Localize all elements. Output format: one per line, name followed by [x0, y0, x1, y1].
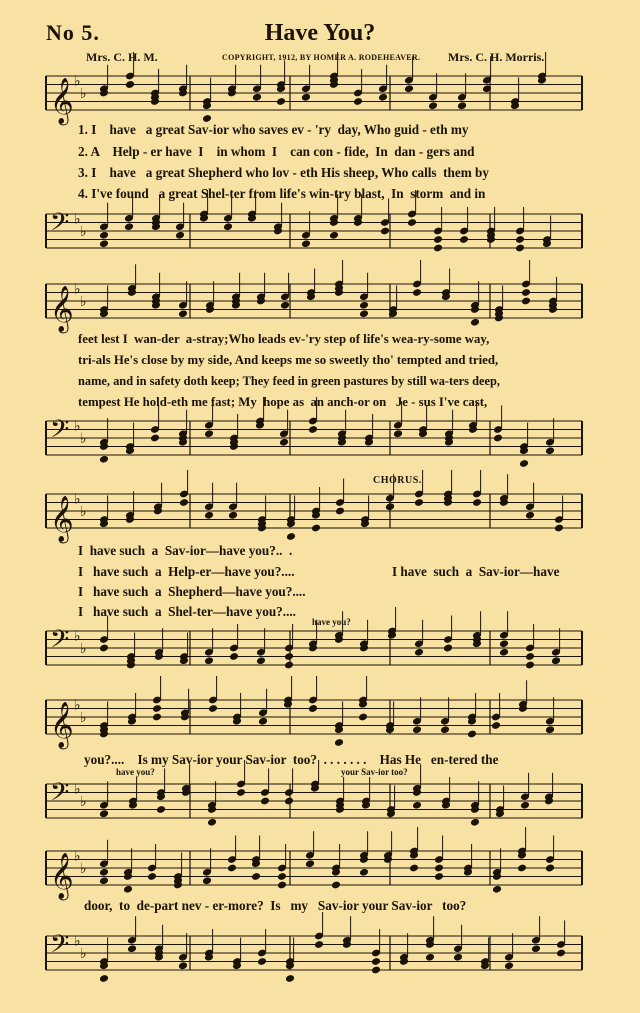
note-head — [525, 661, 535, 670]
note-head — [277, 872, 287, 881]
note-head — [256, 656, 266, 665]
staff-s5-bass — [40, 930, 590, 980]
flat-icon: ♭ — [74, 281, 81, 298]
note-head — [335, 507, 345, 516]
flat-icon: ♭ — [80, 504, 87, 520]
copyright-notice: COPYRIGHT, 1912, BY HOMER A. RODEHEAVER. — [222, 53, 421, 62]
note-head — [124, 222, 134, 231]
treble-clef-icon: 𝄞 — [50, 496, 74, 542]
note-head — [331, 881, 341, 890]
note-head — [251, 872, 261, 881]
note-head — [279, 438, 289, 447]
note-head — [545, 446, 555, 455]
note-head — [284, 652, 294, 661]
note-head — [378, 93, 388, 102]
note-head — [150, 434, 160, 443]
note-head — [99, 231, 109, 240]
flat-icon: ♭ — [74, 781, 81, 798]
note-head — [223, 222, 233, 231]
note-head — [393, 429, 403, 438]
lyric-line: 2. A Help - er have I in whom I can con - fide, In dan - gers and — [78, 144, 475, 159]
note-head — [425, 953, 435, 962]
note-head — [472, 498, 482, 507]
chorus-lyric: I have such a Sav-ior—have — [392, 564, 560, 579]
flat-icon: ♭ — [74, 697, 81, 714]
flat-icon: ♭ — [80, 86, 87, 102]
lyric-line: tri-als He's close by my side, And keeps me so sweetly tho' tempted and tried, — [78, 353, 499, 367]
note-head — [334, 738, 344, 747]
note-head — [99, 974, 109, 983]
lyric-line: tempest He hold-eth me fast; My hope as an anch-or on Je - sus I've cast, — [78, 395, 488, 409]
note-head — [127, 944, 137, 953]
note-head — [99, 876, 109, 885]
note-head — [556, 949, 566, 958]
note-head — [284, 661, 294, 670]
flat-icon: ♭ — [74, 491, 81, 508]
note-head — [412, 801, 422, 810]
staff-s2-treble — [40, 278, 590, 332]
flat-icon: ♭ — [80, 794, 87, 810]
note-head — [152, 713, 162, 722]
note-head — [515, 244, 525, 253]
note-head — [385, 502, 395, 511]
note-head — [178, 309, 188, 318]
flat-icon: ♭ — [80, 431, 87, 447]
note-head — [236, 788, 246, 797]
bass-clef-icon: 𝄢 — [50, 625, 70, 660]
note-head — [470, 818, 480, 827]
note-head — [147, 872, 157, 881]
note-head — [443, 644, 453, 653]
bass-echo-label: have you? — [116, 767, 155, 777]
note-head — [359, 309, 369, 318]
note-head — [227, 864, 237, 873]
note-head — [428, 101, 438, 110]
flat-icon: ♭ — [80, 861, 87, 877]
staff-s4-bass — [40, 778, 590, 828]
note-head — [470, 318, 480, 327]
note-head — [404, 84, 414, 93]
staff-s3-bass — [40, 625, 590, 675]
note-head — [407, 218, 417, 227]
note-head — [284, 797, 294, 806]
note-head — [229, 652, 239, 661]
flat-icon: ♭ — [74, 848, 81, 865]
note-head — [285, 974, 295, 983]
note-head — [359, 301, 369, 310]
flat-icon: ♭ — [74, 211, 81, 228]
note-head — [554, 524, 564, 533]
note-head — [414, 648, 424, 657]
note-head — [520, 801, 530, 810]
note-head — [99, 809, 109, 818]
bass-clef-icon: 𝄢 — [50, 208, 70, 243]
note-head — [228, 511, 238, 520]
note-head — [434, 872, 444, 881]
note-head — [433, 235, 443, 244]
note-head — [99, 239, 109, 248]
note-head — [99, 455, 109, 464]
lyric-line: door, to de-part nev - er-more? Is my Sav-ior your Sav-ior too? — [84, 898, 467, 913]
note-head — [204, 429, 214, 438]
note-head — [353, 97, 363, 106]
flat-icon: ♭ — [80, 294, 87, 310]
lyric-line: I have such a Help-er—have you?.... — [78, 564, 295, 579]
hymn-title: Have You? — [264, 20, 376, 46]
flat-icon: ♭ — [80, 946, 87, 962]
author-right: Mrs. C. H. Morris. — [448, 50, 545, 64]
note-head — [453, 953, 463, 962]
bass-echo-label: have you? — [312, 617, 351, 627]
note-head — [440, 725, 450, 734]
note-head — [99, 868, 109, 877]
lyric-line: I have such a Sav-ior—have you?.. . — [78, 543, 293, 558]
note-head — [252, 93, 262, 102]
note-head — [521, 288, 531, 297]
note-head — [311, 524, 321, 533]
note-head — [499, 639, 509, 648]
note-head — [531, 944, 541, 953]
note-head — [258, 717, 268, 726]
note-head — [99, 644, 109, 653]
note-head — [204, 656, 214, 665]
lyric-line: I have such a Shepherd—have you?.... — [78, 584, 306, 599]
note-head — [204, 511, 214, 520]
lyric-line: 1. I have a great Sav-ior who saves ev - 'ry day, Who guid - eth my — [78, 122, 469, 137]
note-head — [504, 961, 514, 970]
flat-icon: ♭ — [74, 418, 81, 435]
note-head — [493, 434, 503, 443]
note-head — [519, 459, 529, 468]
flat-icon: ♭ — [80, 224, 87, 240]
note-head — [551, 656, 561, 665]
note-head — [257, 957, 267, 966]
note-head — [178, 961, 188, 970]
hymn-number: No 5. — [46, 20, 100, 45]
treble-clef-icon: 𝄞 — [50, 853, 74, 899]
note-head — [308, 704, 318, 713]
lyric-line: you?.... Is my Sav-ior your Sav-ior too? . . . . . . . Has He en-tered the — [84, 752, 499, 767]
note-head — [412, 725, 422, 734]
note-head — [545, 725, 555, 734]
note-head — [499, 648, 509, 657]
staff-s4-treble — [40, 694, 590, 748]
note-head — [457, 101, 467, 110]
bass-clef-icon: 𝄢 — [50, 778, 70, 813]
note-head — [433, 244, 443, 253]
flat-icon: ♭ — [74, 933, 81, 950]
note-head — [525, 511, 535, 520]
flat-icon: ♭ — [80, 641, 87, 657]
note-head — [207, 818, 217, 827]
flat-icon: ♭ — [74, 73, 81, 90]
note-head — [525, 652, 535, 661]
treble-clef-icon: 𝄞 — [50, 702, 74, 748]
note-head — [301, 93, 311, 102]
note-head — [202, 876, 212, 885]
bass-clef-icon: 𝄢 — [50, 415, 70, 450]
lyric-line: 3. I have a great Shepherd who lov - eth His sheep, Who calls them by — [78, 165, 489, 180]
note-head — [276, 97, 286, 106]
note-head — [545, 864, 555, 873]
staff-s2-bass — [40, 415, 590, 465]
note-head — [286, 532, 296, 541]
lyric-line: I have such a Shel-ter—have you?.... — [78, 604, 296, 619]
note-head — [467, 730, 477, 739]
staff-s1-bass — [40, 208, 590, 258]
flat-icon: ♭ — [74, 628, 81, 645]
note-head — [492, 885, 502, 894]
note-head — [414, 498, 424, 507]
note-head — [359, 868, 369, 877]
lyric-line: 4. I've found a great Shel-ter from life's win-try blast, In storm and in — [78, 186, 486, 201]
author-left: Mrs. C. H. M. — [86, 50, 158, 64]
note-head — [329, 231, 339, 240]
staff-s1-treble — [40, 70, 590, 124]
note-head — [409, 864, 419, 873]
note-head — [156, 805, 166, 814]
note-head — [305, 859, 315, 868]
note-head — [434, 864, 444, 873]
note-head — [517, 864, 527, 873]
note-head — [280, 301, 290, 310]
note-head — [491, 721, 501, 730]
chorus-label: CHORUS. — [373, 475, 422, 486]
staff-s3-treble — [40, 488, 590, 542]
staff-s5-treble — [40, 845, 590, 899]
bass-echo-label: your Sav-ior too? — [341, 767, 408, 777]
note-head — [358, 713, 368, 722]
note-head — [412, 288, 422, 297]
treble-clef-icon: 𝄞 — [50, 78, 74, 124]
note-head — [260, 797, 270, 806]
note-head — [125, 80, 135, 89]
treble-clef-icon: 𝄞 — [50, 286, 74, 332]
note-head — [277, 881, 287, 890]
note-head — [179, 498, 189, 507]
bass-clef-icon: 𝄢 — [50, 930, 70, 965]
note-head — [152, 704, 162, 713]
note-head — [314, 940, 324, 949]
note-head — [371, 957, 381, 966]
note-head — [521, 297, 531, 306]
note-head — [515, 235, 525, 244]
note-head — [301, 239, 311, 248]
lyric-line: name, and in safety doth keep; They feed in green pastures by still wa-ters deep, — [78, 374, 500, 388]
note-head — [308, 425, 318, 434]
note-head — [371, 966, 381, 975]
note-head — [175, 231, 185, 240]
lyric-line: feet lest I wan-der a-stray;Who leads ev-'ry step of life's wea-ry-some way, — [78, 332, 490, 346]
note-head — [380, 227, 390, 236]
flat-icon: ♭ — [80, 710, 87, 726]
note-head — [208, 704, 218, 713]
note-head — [123, 885, 133, 894]
note-head — [459, 235, 469, 244]
